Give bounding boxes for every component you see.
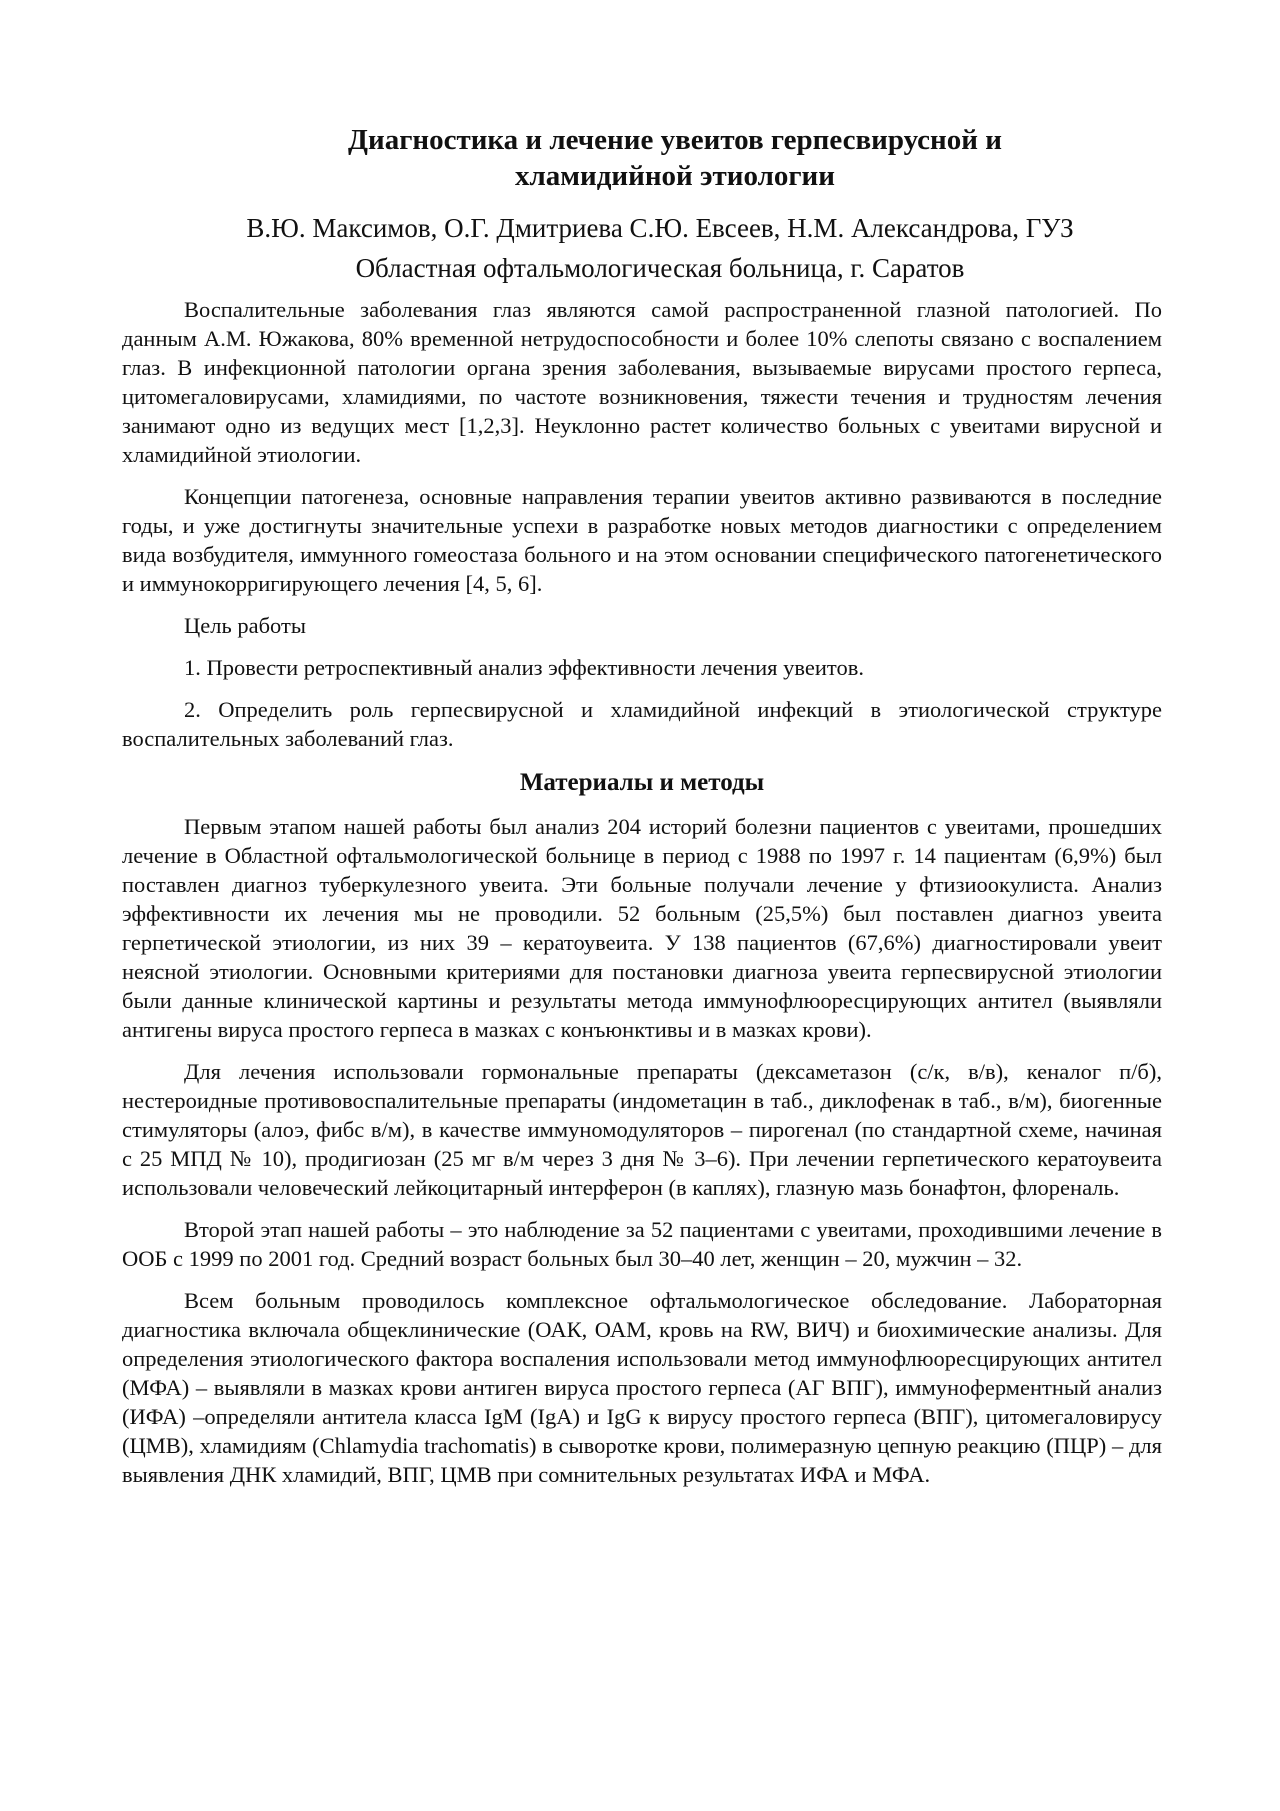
authors-line-2: Областная офтальмологическая больница, г. Саратов [355, 253, 965, 283]
authors-block [180, 208, 1140, 288]
goal-item-1: 1. Провести ретроспективный анализ эффективности лечения увеитов. [184, 655, 864, 680]
paragraph-methods-3: Второй этап нашей работы – это наблюдение за 52 пациентами с увеитами, проходившими лечение в ООБ с 1999 по 2001 год. Средний возраст больных был 30–40 лет, женщин – 20, мужчин – 32. [122, 1217, 1162, 1271]
section-heading-methods: Материалы и методы [519, 769, 765, 796]
paragraph-methods-1: Первым этапом нашей работы был анализ 204 историй болезни пациентов с увеитами, прошедших лечение в Областной офтальмологической больнице в период с 1988 по 1997 г. 14 пациентам (6,9%) был поставлен диагноз туберкулезного увеита. Эти больные получали лечение у фтизиоокулиста. Анализ эффективности их лечения мы не проводили. 52 больным (25,5%) был поставлен диагноз увеита герпетической этиологии, из них 39 – кератоувеита. У 138 пациентов (67,6%) диагностировали увеит неясной этиологии. Основными критериями для постановки диагноза увеита герпесвирусной этиологии были данные клинической картины и результаты метода иммунофлюоресцирующих антител (выявляли антигены вируса простого герпеса в мазках с конъюнктивы и в мазках крови). [122, 814, 1162, 1042]
paragraph-methods-2: Для лечения использовали гормональные препараты (дексаметазон (с/к, в/в), кеналог п/б), нестероидные противовоспалительные препараты (индометацин в таб., диклофенак в таб., в/м), биогенные стимуляторы (алоэ, фибс в/м), в качестве иммуномодуляторов – пирогенал (по стандартной схеме, начиная с 25 МПД № 10), продигиозан (25 мг в/м через 3 дня № 3–6). При лечении герпетического кератоувеита использовали человеческий лейкоцитарный интерферон (в каплях), глазную мазь бонафтон, флореналь. [122, 1059, 1162, 1200]
article-body [122, 295, 1162, 1502]
paragraph-methods-4: Всем больным проводилось комплексное офтальмологическое обследование. Лабораторная диагностика включала общеклинические (ОАК, ОАМ, кровь на RW, ВИЧ) и биохимические анализы. Для определения этиологического фактора воспаления использовали метод иммунофлюоресцирующих антител (МФА) – выявляли в мазках крови антиген вируса простого герпеса (АГ ВПГ), иммуноферментный анализ (ИФА) –определяли антитела класса IgM (IgA) и IgG к вирусу простого герпеса (ВПГ), цитомегаловирусу (ЦМВ), хламидиям (Chlamydia trachomatis) в сыворотке крови, полимеразную цепную реакцию (ПЦР) – для выявления ДНК хламидий, ВПГ, ЦМВ при сомнительных результатах ИФА и МФА. [122, 1288, 1162, 1487]
authors-line-1: В.Ю. Максимов, О.Г. Дмитриева С.Ю. Евсеев, Н.М. Александрова, ГУЗ [246, 213, 1074, 243]
article-title [250, 122, 1100, 194]
paragraph-intro-1: Воспалительные заболевания глаз являются самой распространенной глазной патологией. По данным А.М. Южакова, 80% временной нетрудоспособности и более 10% слепоты связано с воспалением глаз. В инфекционной патологии органа зрения заболевания, вызываемые вирусами простого герпеса, цитомегаловирусами, хламидиями, по частоте возникновения, тяжести течения и трудностям лечения занимают одно из ведущих мест [1,2,3]. Неуклонно растет количество больных с увеитами вирусной и хламидийной этиологии. [122, 297, 1162, 467]
article-title-line-1: Диагностика и лечение увеитов герпесвирусной и [348, 124, 1002, 156]
paragraph-intro-2: Концепции патогенеза, основные направления терапии увеитов активно развиваются в последние годы, и уже достигнуты значительные успехи в разработке новых методов диагностики с определением вида возбудителя, иммунного гомеостаза больного и на этом основании специфического патогенетического и иммунокорригирующего лечения [4, 5, 6]. [122, 484, 1162, 596]
goal-item-2: 2. Определить роль герпесвирусной и хламидийной инфекций в этиологической структуре воспалительных заболеваний глаз. [122, 697, 1162, 751]
article-title-line-2: хламидийной этиологии [515, 160, 835, 192]
goal-heading: Цель работы [184, 613, 306, 638]
